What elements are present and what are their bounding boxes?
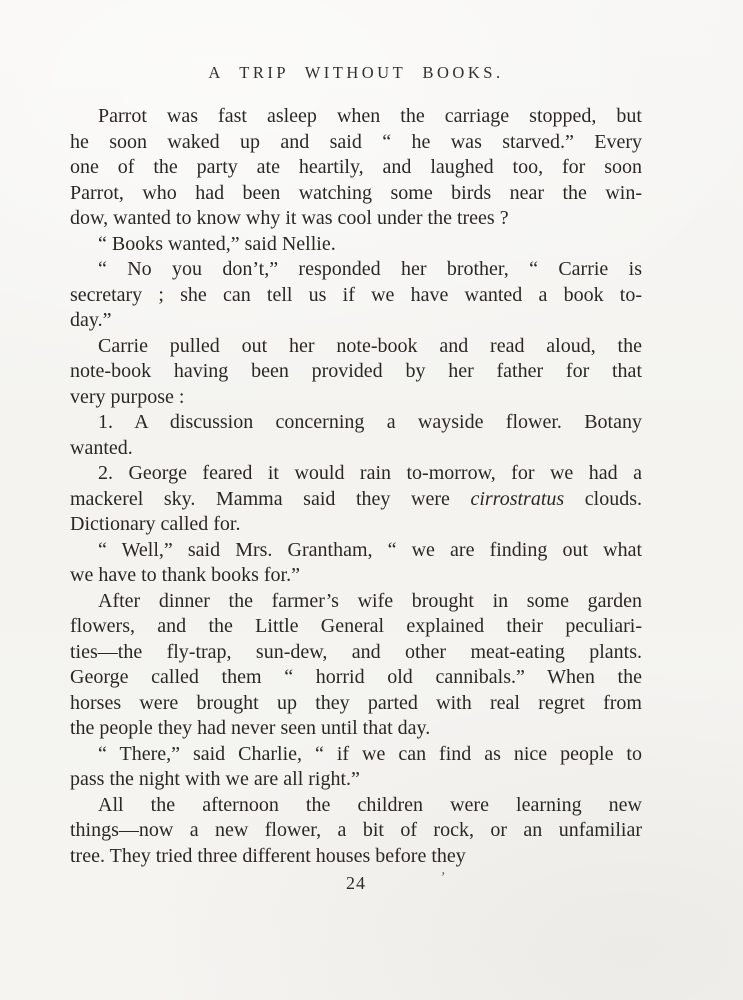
text-line: we have to thank books for.” [70, 564, 300, 586]
running-head: A TRIP WITHOUT BOOKS. [208, 63, 504, 82]
text-line: After dinner the farmer’s wife brought in some garden [98, 589, 642, 612]
text-line: “ There,” said Charlie, “ if we can find as nice people to [98, 742, 642, 765]
text-line: Parrot was fast asleep when the carriage stopped, but [98, 105, 642, 127]
text-line: note-book having been provided by her father for that [70, 360, 642, 382]
text-line: 2. George feared it would rain to-morrow, for we had a [98, 462, 642, 484]
text-line: ties—the fly-trap, sun-dew, and other meat-eating plants. [70, 640, 642, 663]
text-line: very purpose : [70, 385, 185, 408]
text-line: tree. They tried three different houses before they [70, 844, 466, 867]
page-number: 24 [346, 873, 366, 893]
text-line: Parrot, who had been watching some birds near the win- [70, 181, 642, 204]
text-line: one of the party ate heartily, and laughed too, for soon [70, 156, 642, 178]
text-line: Carrie pulled out her note-book and read aloud, the [98, 334, 642, 357]
text-block [70, 104, 642, 869]
text-line: “ Books wanted,” said Nellie. [98, 232, 336, 255]
text-line: things—now a new flower, a bit of rock, or an unfamiliar [70, 819, 642, 841]
text-line: “ Well,” said Mrs. Grantham, “ we are finding out what [98, 538, 642, 561]
text-line: Dictionary called for. [70, 513, 241, 535]
text-line: George called them “ horrid old cannibals.” When the [70, 666, 642, 688]
text-line: 1. A discussion concerning a wayside flower. Botany [98, 411, 642, 433]
text-line: pass the night with we are all right.” [70, 768, 360, 790]
text-line: dow, wanted to know why it was cool under the trees ? [70, 207, 509, 229]
text-line: mackerel sky. Mamma said they were cirrostratus clouds. [70, 487, 642, 510]
text-line: he soon waked up and said “ he was starved.” Every [70, 130, 642, 153]
text-line: “ No you don’t,” responded her brother, “ Carrie is [98, 258, 642, 280]
text-line: secretary ; she can tell us if we have wanted a book to- [70, 283, 642, 306]
text-line: All the afternoon the children were learning new [98, 793, 642, 816]
text-line: horses were brought up they parted with real regret from [70, 691, 642, 714]
scan-artifact-mark: ’ [438, 869, 447, 887]
text-line: flowers, and the Little General explained their peculiari- [70, 615, 642, 637]
text-line: wanted. [70, 436, 133, 459]
text-line: day.” [70, 309, 112, 331]
text-line: the people they had never seen until that day. [70, 717, 431, 739]
